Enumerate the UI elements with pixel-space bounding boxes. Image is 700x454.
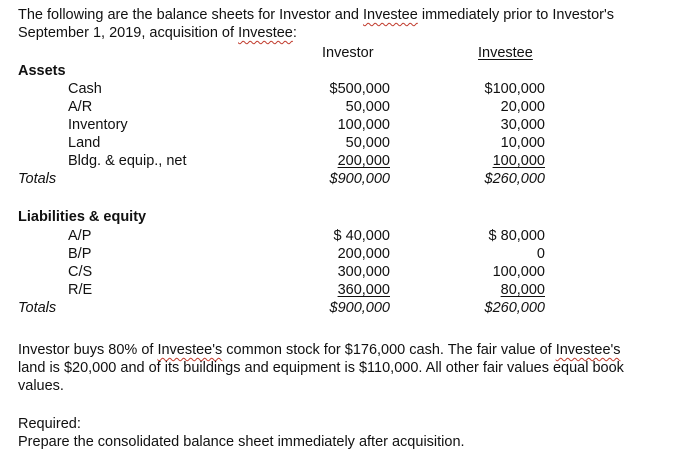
asset-investor-ar: 50,000	[345, 99, 390, 115]
asset-investee-land: 10,000	[500, 135, 545, 151]
intro-line-2	[18, 24, 297, 42]
asset-investee-bldg	[455, 152, 545, 170]
asset-investee-cash: $100,000	[484, 81, 545, 97]
assets-totals-label: Totals	[18, 171, 57, 187]
paragraph-text-1: Investor buys 80% of	[18, 342, 158, 358]
liability-investee-cs: 100,000	[492, 264, 545, 280]
asset-investor-bldg	[300, 152, 390, 170]
asset-investee-bldg-value: 100,000	[492, 153, 545, 169]
asset-investor-inventory: 100,000	[337, 117, 390, 133]
asset-label-land: Land	[68, 135, 101, 151]
investee-word: Investee	[238, 25, 293, 41]
assets-total-investor: $900,000	[329, 171, 390, 187]
intro-colon: :	[292, 25, 297, 41]
intro-line-1	[18, 6, 614, 24]
intro-text-end: immediately prior to Investor's	[417, 7, 614, 23]
liability-investee-bp: 0	[536, 246, 545, 262]
liability-investor-re	[300, 281, 390, 299]
asset-investee-inventory: 30,000	[500, 117, 545, 133]
liability-label-re: R/E	[68, 282, 93, 298]
column-header-investor: Investor	[322, 45, 374, 61]
asset-investor-land: 50,000	[345, 135, 390, 151]
liabilities-total-investee: $260,000	[484, 300, 545, 316]
liability-investor-cs: 300,000	[337, 264, 390, 280]
liability-investee-ap: $ 80,000	[488, 228, 545, 244]
assets-heading: Assets	[18, 63, 66, 79]
liabilities-totals-label: Totals	[18, 300, 57, 316]
paragraph-line-1	[18, 341, 621, 359]
paragraph-line-3: values.	[18, 378, 64, 394]
investee-word: Investee	[362, 7, 418, 23]
intro-text: The following are the balance sheets for Investor and	[18, 7, 363, 23]
liability-investee-re-value: 80,000	[500, 282, 545, 298]
paragraph-text-2: common stock for $176,000 cash. The fair value of	[222, 342, 556, 358]
liability-investee-re	[455, 281, 545, 299]
liability-label-ap: A/P	[68, 228, 92, 244]
liabilities-total-investor: $900,000	[329, 300, 390, 316]
investee-possessive: Investee's	[555, 342, 621, 358]
liability-investor-ap: $ 40,000	[333, 228, 390, 244]
asset-investor-bldg-value: 200,000	[337, 153, 390, 169]
asset-label-cash: Cash	[68, 81, 102, 97]
asset-label-inventory: Inventory	[68, 117, 128, 133]
paragraph-line-2: land is $20,000 and of its buildings and equipment is $110,000. All other fair values equal book	[18, 360, 624, 376]
required-label: Required:	[18, 416, 81, 432]
asset-label-bldg: Bldg. & equip., net	[68, 153, 187, 169]
liability-investor-bp: 200,000	[337, 246, 390, 262]
assets-total-investee: $260,000	[484, 171, 545, 187]
liability-label-bp: B/P	[68, 246, 92, 262]
investee-possessive: Investee's	[157, 342, 223, 358]
asset-investor-cash: $500,000	[329, 81, 390, 97]
asset-investee-ar: 20,000	[500, 99, 545, 115]
column-header-investee: Investee	[478, 45, 533, 61]
asset-label-ar: A/R	[68, 99, 93, 115]
intro-line2-text: September 1, 2019, acquisition of	[18, 25, 239, 41]
liabilities-heading: Liabilities & equity	[18, 209, 147, 225]
required-text: Prepare the consolidated balance sheet immediately after acquisition.	[18, 434, 465, 450]
liability-investor-re-value: 360,000	[337, 282, 390, 298]
liability-label-cs: C/S	[68, 264, 93, 280]
